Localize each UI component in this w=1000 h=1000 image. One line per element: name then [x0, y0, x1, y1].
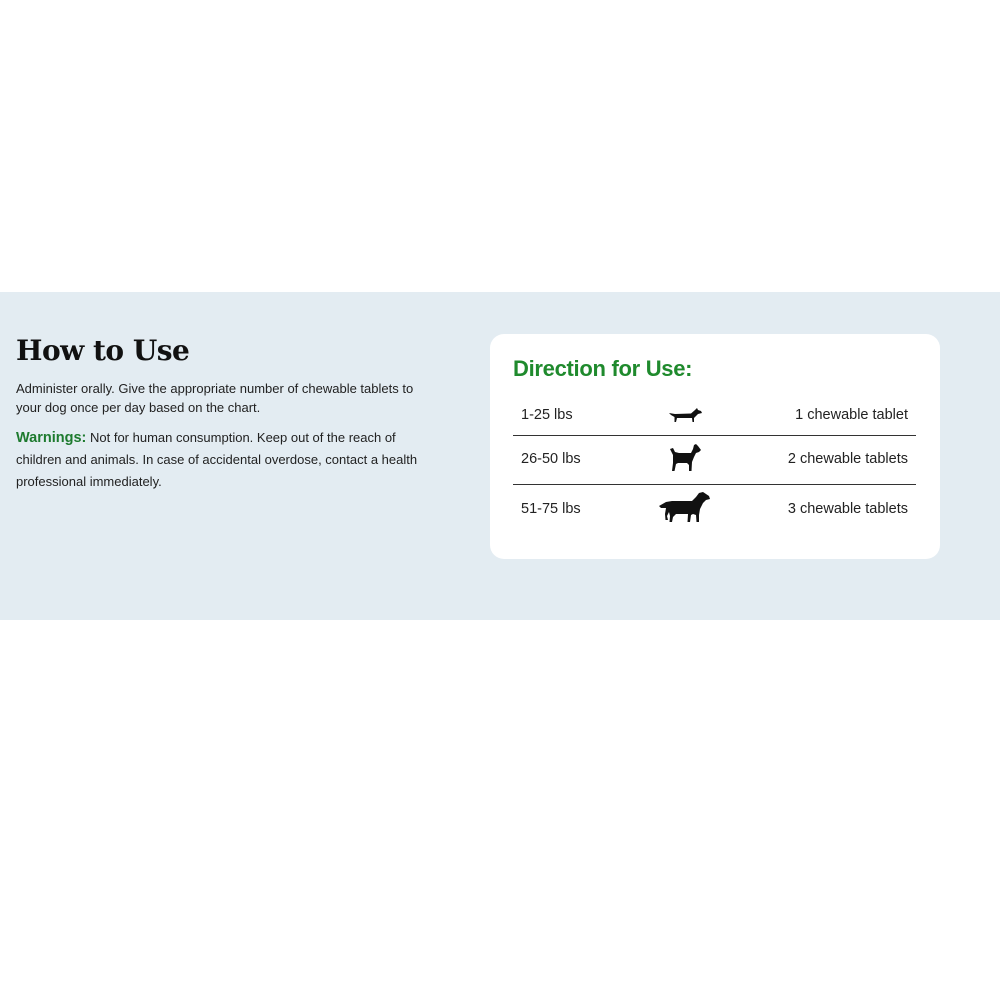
direction-card: [490, 334, 940, 559]
dosage-row: [513, 501, 916, 523]
medium-dog-icon: [667, 443, 703, 477]
large-dog-icon: [658, 490, 712, 528]
dose-amount: 1 chewable tablet: [795, 407, 908, 423]
dose-amount: 3 chewable tablets: [787, 501, 908, 517]
warnings-text: Not for human consumption. Keep out of the reach of children and animals. In case of accidental overdose, contact a health professional immediately.: [16, 430, 418, 489]
direction-title: Direction for Use:: [513, 356, 693, 381]
row-divider: [513, 484, 916, 485]
usage-instructions: Administer orally. Give the appropriate number of chewable tablets to your dog once per day based on the chart.: [16, 381, 414, 415]
weight-range: 26-50 lbs: [521, 451, 581, 467]
section-title: How to Use: [16, 334, 190, 367]
row-divider: [513, 435, 916, 436]
how-to-use-text: [16, 333, 436, 493]
dosage-row: [513, 451, 916, 473]
dose-amount: 2 chewable tablets: [787, 451, 908, 467]
weight-range: 1-25 lbs: [521, 407, 573, 423]
warnings-paragraph: [16, 427, 436, 493]
dosage-row: [513, 407, 916, 429]
small-dog-icon: [667, 405, 703, 429]
weight-range: 51-75 lbs: [521, 501, 581, 517]
warnings-label: Warnings:: [16, 430, 87, 446]
